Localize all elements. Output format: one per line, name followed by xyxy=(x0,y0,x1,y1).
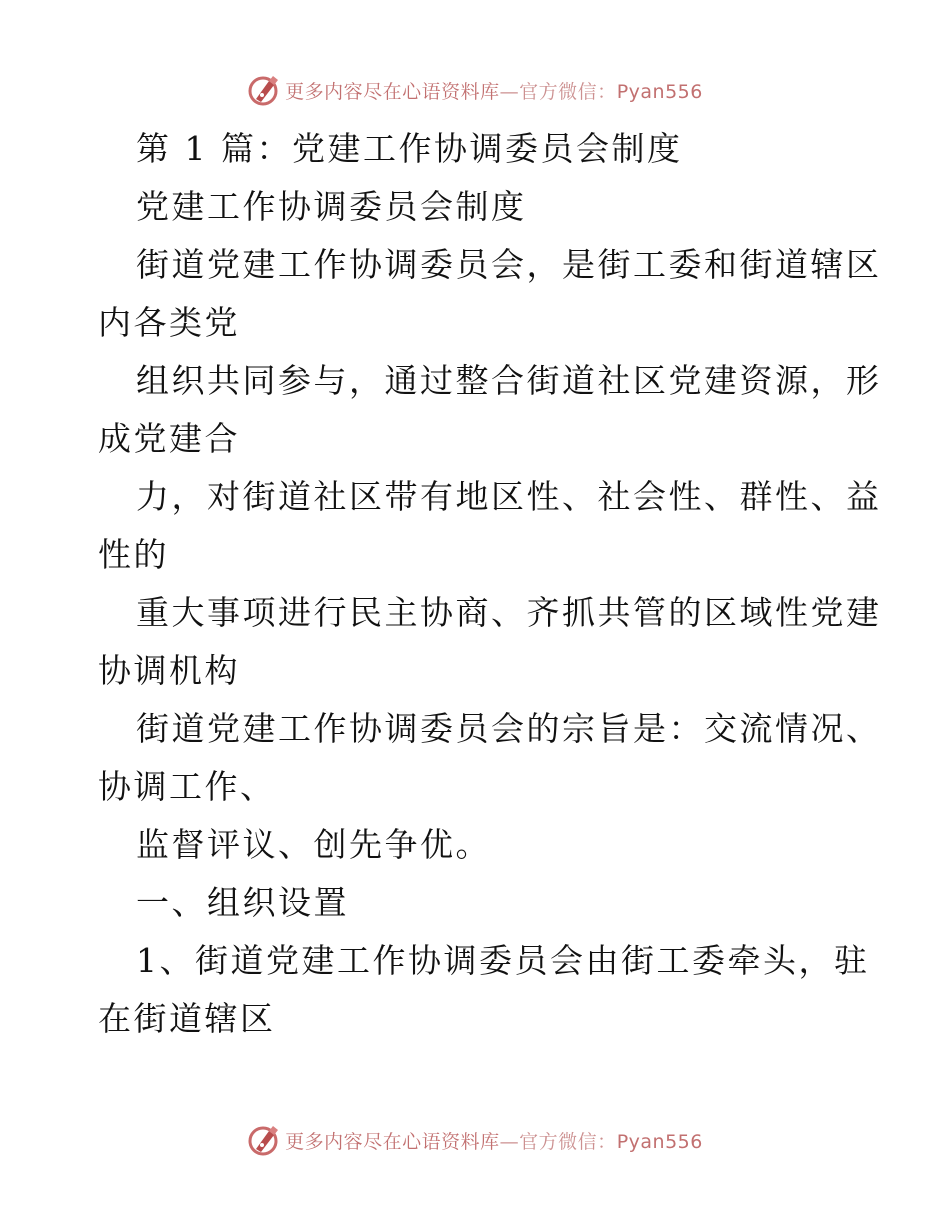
paragraph-line: 协调机构 xyxy=(98,651,240,690)
watermark-main-text: 更多内容尽在心语资料库 xyxy=(285,80,500,103)
watermark-text xyxy=(285,77,703,104)
pen-nib-logo-icon xyxy=(247,73,281,107)
paragraph-line: 成党建合 xyxy=(98,419,240,458)
document-subtitle: 党建工作协调委员会制度 xyxy=(136,187,527,226)
document-body xyxy=(98,120,882,1048)
paragraph-line: 街道党建工作协调委员会的宗旨是：交流情况、 xyxy=(136,709,882,748)
paragraph-line: 重大事项进行民主协商、齐抓共管的区域性党建 xyxy=(136,593,882,632)
watermark-dash: — xyxy=(499,1130,520,1153)
watermark-wechat-label: 官方微信： xyxy=(519,1130,617,1153)
paragraph-line: 协调工作、 xyxy=(98,767,276,806)
pen-nib-logo-icon xyxy=(247,1123,281,1157)
paragraph-line: 监督评议、创先争优。 xyxy=(136,825,491,864)
watermark-footer xyxy=(0,1120,950,1160)
watermark-header xyxy=(0,70,950,110)
watermark-wechat-id: Pyan556 xyxy=(616,1130,703,1153)
paragraph-line: 街道党建工作协调委员会，是街工委和街道辖区 xyxy=(136,245,882,284)
watermark-wechat-id: Pyan556 xyxy=(616,80,703,103)
paragraph-line: 力，对街道社区带有地区性、社会性、群性、益 xyxy=(136,477,882,516)
paragraph-line: 1、街道党建工作协调委员会由街工委牵头，驻 xyxy=(136,941,870,980)
watermark-dash: — xyxy=(499,80,520,103)
watermark-main-text: 更多内容尽在心语资料库 xyxy=(285,1130,500,1153)
section-heading: 一、组织设置 xyxy=(136,883,349,922)
paragraph-line: 性的 xyxy=(98,535,169,574)
paragraph-line: 组织共同参与，通过整合街道社区党建资源，形 xyxy=(136,361,882,400)
paragraph-line: 在街道辖区 xyxy=(98,999,276,1038)
watermark-text xyxy=(285,1127,703,1154)
document-title: 第 1 篇：党建工作协调委员会制度 xyxy=(136,129,683,168)
paragraph-line: 内各类党 xyxy=(98,303,240,342)
watermark-wechat-label: 官方微信： xyxy=(519,80,617,103)
